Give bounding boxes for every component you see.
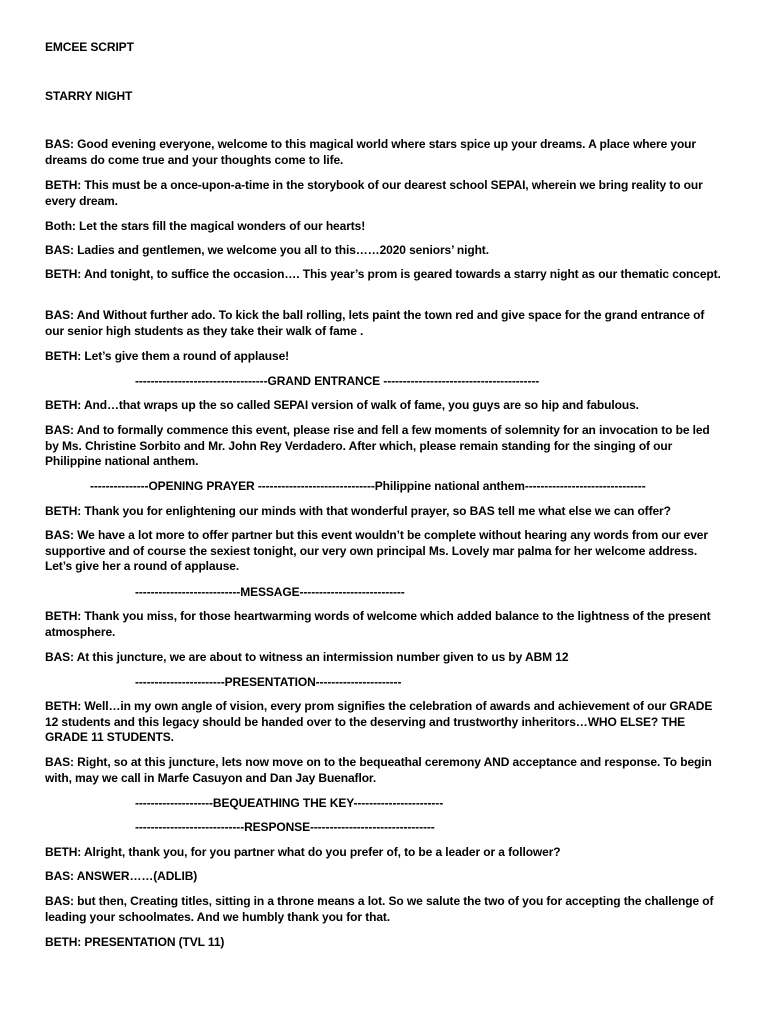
script-line: BAS: And to formally commence this event, please rise and fell a few moments of solemnity for an invocation to be led by Ms. Christine Sorbito and Mr. John Rey Verdadero. After which, please remain standing for the singing of our Philippine national anthem. [45, 423, 713, 468]
script-line: BETH: Well…in my own angle of vision, every prom signifies the celebration of awards and achievement of our GRADE 12 students and this legacy should be handed over to the deserving and trustworthy inheritors…WHO ELSE? THE GRADE 11 STUDENTS. [45, 699, 716, 744]
script-line: BAS: Good evening everyone, welcome to this magical world where stars spice up your dreams. A place where your dreams do come true and your thoughts come to life. [45, 137, 700, 167]
section-divider-opening-prayer: ---------------OPENING PRAYER ------------------------------Philippine national anthem------------------------------- [90, 479, 646, 493]
script-line: BAS: At this juncture, we are about to witness an intermission number given to us by ABM 12 [45, 650, 569, 664]
document-title: EMCEE SCRIPT [45, 40, 134, 54]
script-line: BETH: Let’s give them a round of applause! [45, 349, 290, 363]
section-divider-bequeathing: --------------------BEQUEATHING THE KEY----------------------- [135, 796, 444, 810]
script-line: BAS: ANSWER……(ADLIB) [45, 869, 198, 883]
script-line: BETH: This must be a once-upon-a-time in the storybook of our dearest school SEPAI, wherein we bring reality to our every dream. [45, 178, 706, 208]
script-line: BAS: but then, Creating titles, sitting in a throne means a lot. So we salute the two of you for accepting the challenge of leading your schoolmates. And we humbly thank you for that. [45, 894, 717, 924]
script-line: Both: Let the stars fill the magical wonders of our hearts! [45, 219, 366, 233]
script-line: BETH: PRESENTATION (TVL 11) [45, 935, 225, 949]
script-line: BAS: Ladies and gentlemen, we welcome you all to this……2020 seniors’ night. [45, 243, 489, 257]
script-line: BETH: Thank you miss, for those heartwarming words of welcome which added balance to the lightness of the present atmosphere. [45, 609, 714, 639]
document-subtitle: STARRY NIGHT [45, 89, 133, 103]
section-divider-grand-entrance: ----------------------------------GRAND ENTRANCE ---------------------------------------- [135, 374, 540, 388]
section-divider-presentation: -----------------------PRESENTATION---------------------- [135, 675, 402, 689]
script-line: BAS: We have a lot more to offer partner but this event wouldn’t be complete without hearing any words from our ever supportive and of course the sexiest tonight, our very own principal Ms. Lovely mar palma for her welcome address. Let’s give her a round of applause. [45, 528, 712, 573]
script-line: BETH: Alright, thank you, for you partner what do you prefer of, to be a leader or a follower? [45, 845, 561, 859]
script-line: BETH: Thank you for enlightening our minds with that wonderful prayer, so BAS tell me what else we can offer? [45, 504, 671, 518]
section-divider-message: ---------------------------MESSAGE--------------------------- [135, 585, 405, 599]
section-divider-response: ----------------------------RESPONSE-------------------------------- [135, 820, 435, 834]
script-line: BETH: And tonight, to suffice the occasion…. This year’s prom is geared towards a starry night as our thematic concept. [45, 267, 721, 281]
script-line: BETH: And…that wraps up the so called SEPAI version of walk of fame, you guys are so hip and fabulous. [45, 398, 639, 412]
script-line: BAS: Right, so at this juncture, lets now move on to the bequeathal ceremony AND acceptance and response. To begin with, may we call in Marfe Casuyon and Dan Jay Buenaflor. [45, 755, 715, 785]
script-line: BAS: And Without further ado. To kick the ball rolling, lets paint the town red and give space for the grand entrance of our senior high students as they take their walk of fame . [45, 308, 708, 338]
